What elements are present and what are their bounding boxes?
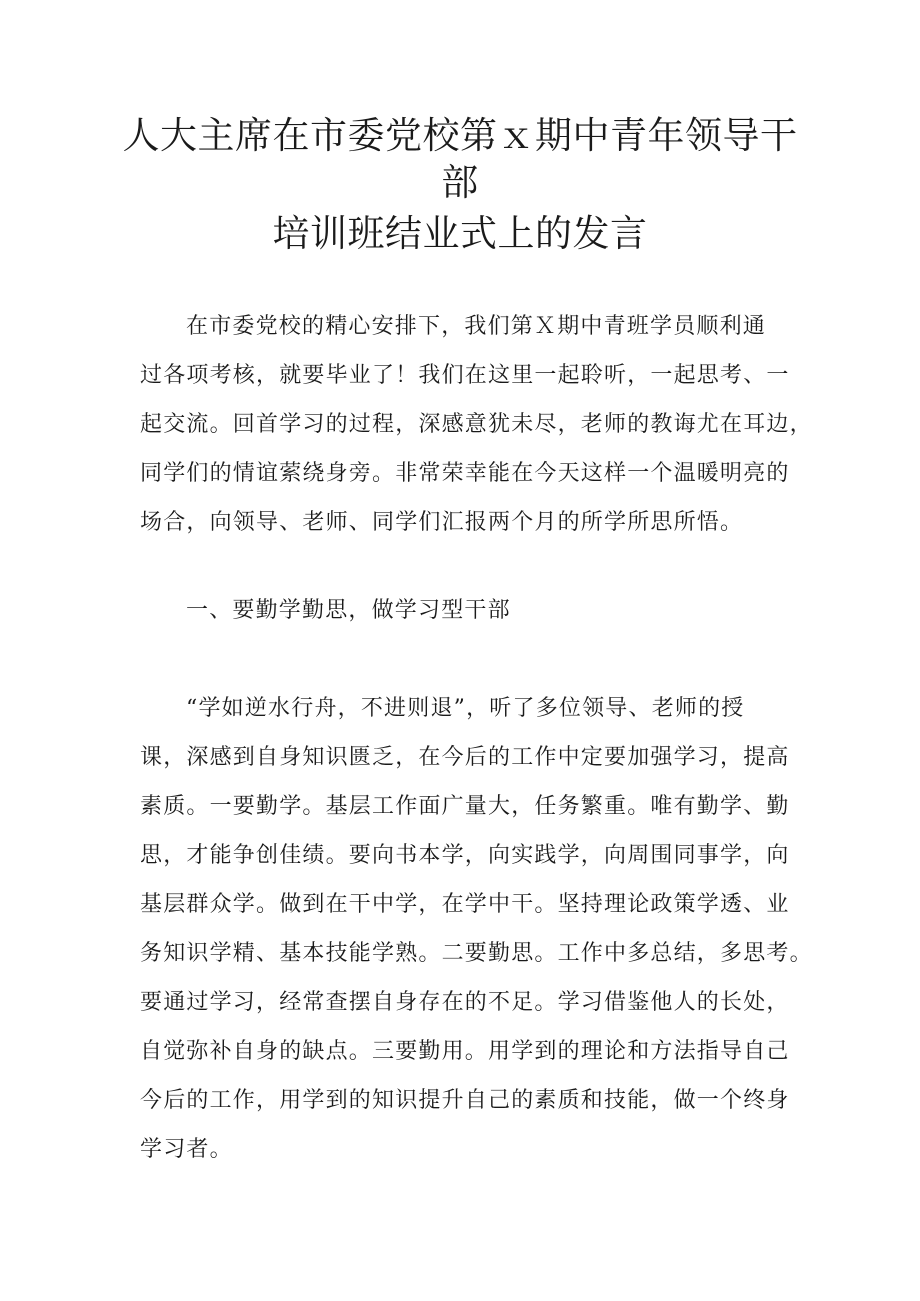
document-title-line-2: 部 <box>441 161 479 204</box>
paragraph-1-line: 同学们的情谊萦绕身旁。非常荣幸能在今天这样一个温暖明亮的 <box>140 461 790 486</box>
paragraph-2-line: 务知识学精、基本技能学熟。二要勤思。工作中多总结，多思考。 <box>140 941 813 966</box>
paragraph-2-line: “学如逆水行舟，不进则退”，听了多位领导、老师的授 <box>186 696 745 721</box>
document-title-line-1: 人大主席在市委党校第ｘ期中青年领导干 <box>122 114 798 157</box>
paragraph-2-line: 学习者。 <box>140 1137 233 1162</box>
paragraph-2-line: 基层群众学。做到在干中学，在学中干。坚持理论政策学透、业 <box>140 892 790 917</box>
paragraph-1-line: 场合，向领导、老师、同学们汇报两个月的所学所思所悟。 <box>140 510 744 535</box>
paragraph-2-line: 课，深感到自身知识匮乏，在今后的工作中定要加强学习，提高 <box>140 745 790 770</box>
paragraph-2-line: 今后的工作，用学到的知识提升自己的素质和技能，做一个终身 <box>140 1088 790 1113</box>
section-1-heading: 一、要勤学勤思，做学习型干部 <box>186 598 511 623</box>
paragraph-2-line: 自觉弥补自身的缺点。三要勤用。用学到的理论和方法指导自己 <box>140 1039 790 1064</box>
paragraph-1-line: 在市委党校的精心安排下，我们第Ｘ期中青班学员顺利通 <box>186 314 767 339</box>
paragraph-1-line: 起交流。回首学习的过程，深感意犹未尽，老师的教诲尤在耳边， <box>140 412 813 437</box>
document-title-line-3: 培训班结业式上的发言 <box>272 212 648 255</box>
paragraph-2-line: 思，才能争创佳绩。要向书本学，向实践学，向周围同事学，向 <box>140 843 790 868</box>
paragraph-1-line: 过各项考核，就要毕业了！我们在这里一起聆听，一起思考、一 <box>140 363 790 388</box>
paragraph-2-line: 要通过学习，经常查摆自身存在的不足。学习借鉴他人的长处， <box>140 990 790 1015</box>
paragraph-2-line: 素质。一要勤学。基层工作面广量大，任务繁重。唯有勤学、勤 <box>140 794 790 819</box>
